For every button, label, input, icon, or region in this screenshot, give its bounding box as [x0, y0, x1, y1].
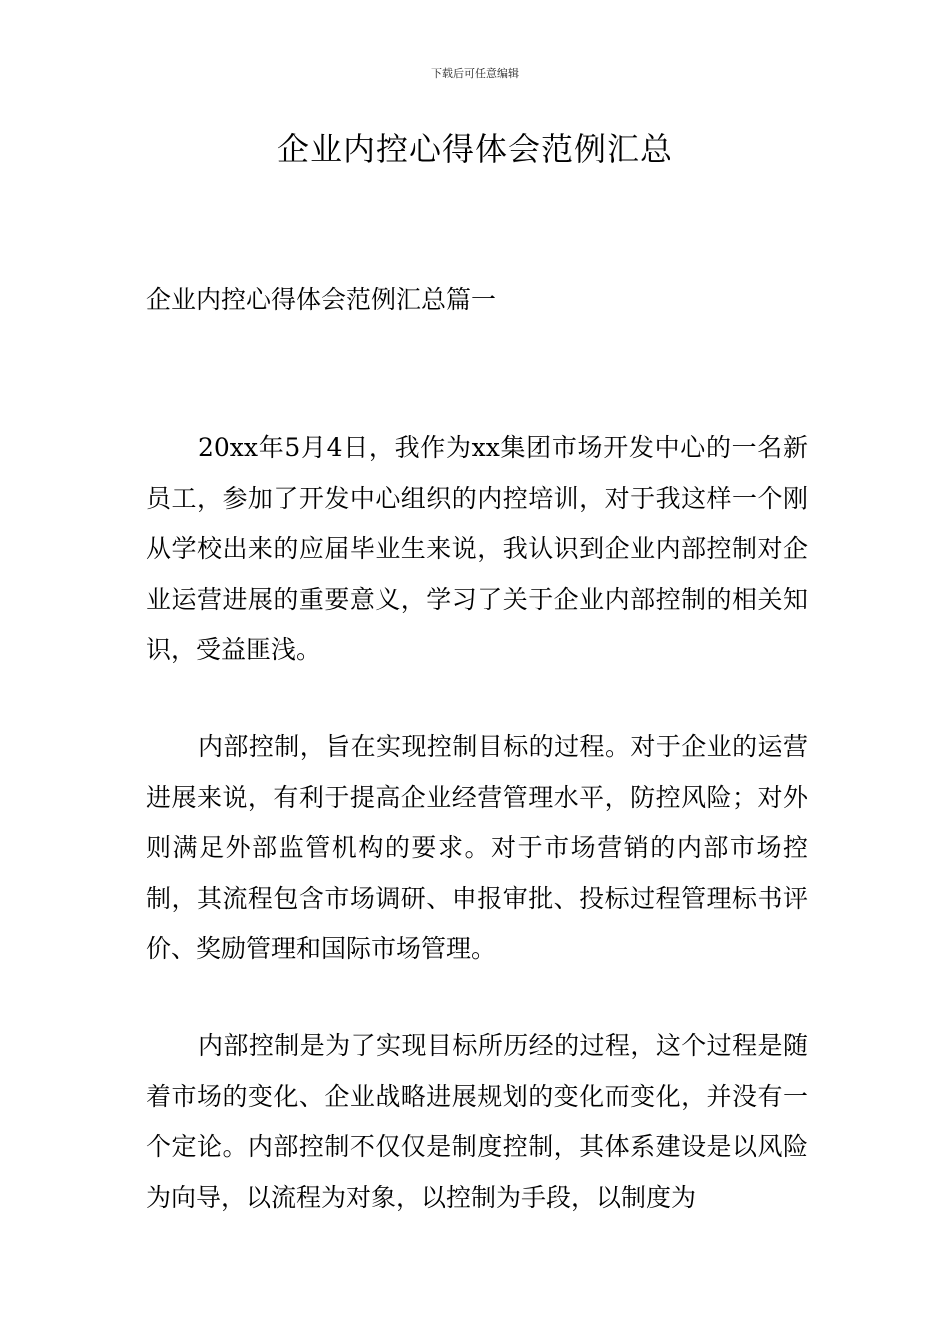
paragraph-1: 20xx年5月4日，我作为xx集团市场开发中心的一名新员工，参加了开发中心组织的内控培训，对于我这样一个刚从学校出来的应届毕业生来说，我认识到企业内部控制对企业运营进展的重要意义，学习了关于企业内部控制的相关知识，受益匪浅。 [146, 433, 808, 664]
paragraph-2: 内部控制，旨在实现控制目标的过程。对于企业的运营进展来说，有利于提高企业经营管理水平，防控风险；对外则满足外部监管机构的要求。对于市场营销的内部市场控制，其流程包含市场调研、申报审批、投标过程管理标书评价、奖励管理和国际市场管理。 [146, 732, 808, 963]
paragraph-3: 内部控制是为了实现目标所历经的过程，这个过程是随着市场的变化、企业战略进展规划的变化而变化，并没有一个定论。内部控制不仅仅是制度控制，其体系建设是以风险为向导，以流程为对象，以控制为手段，以制度为 [146, 1031, 808, 1212]
section-heading: 企业内控心得体会范例汇总篇一 [146, 285, 497, 314]
document-title: 企业内控心得体会范例汇总 [276, 130, 673, 168]
header-note: 下载后可任意编辑 [431, 67, 519, 80]
paragraph-1-container [146, 423, 808, 676]
paragraph-3-container [146, 1021, 808, 1223]
paragraph-2-container [146, 722, 808, 975]
